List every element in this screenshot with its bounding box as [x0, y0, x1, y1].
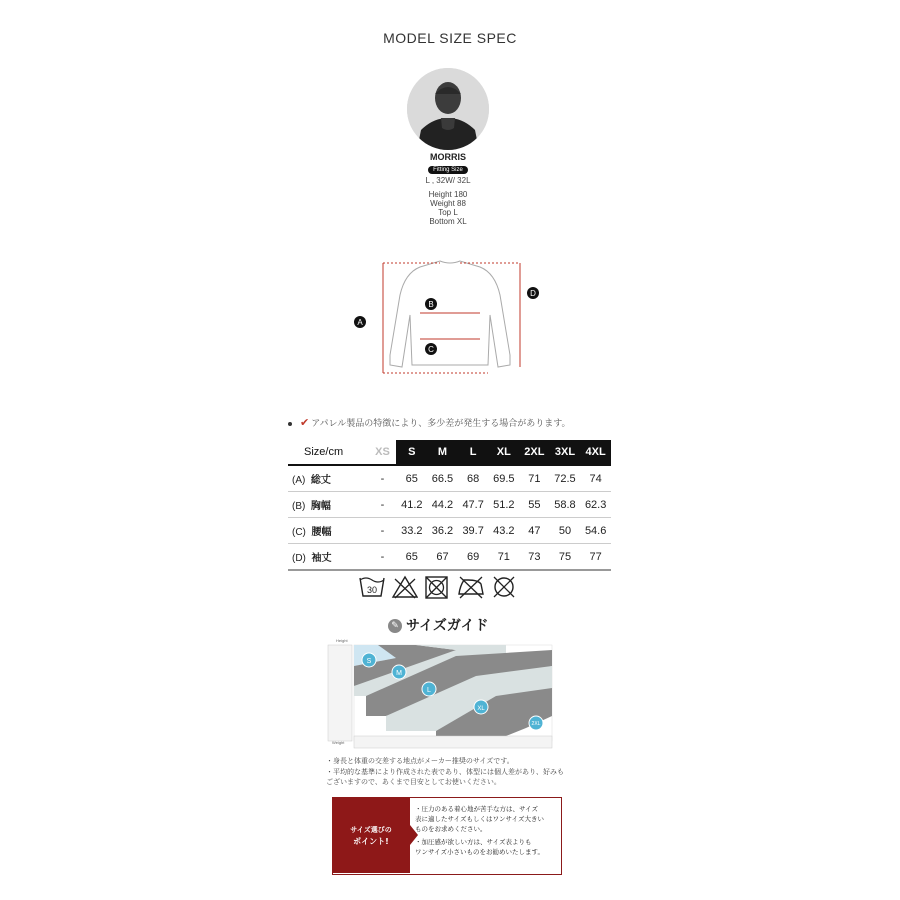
label-c: C: [428, 345, 434, 354]
row-label: (A) 総丈: [288, 465, 369, 492]
label-c-marker: [425, 343, 437, 355]
table-cell: 65: [396, 465, 427, 492]
row-label: (D) 袖丈: [288, 544, 369, 571]
row-label: (C) 腰幅: [288, 518, 369, 544]
notice-text: アパレル製品の特徴により、多少差が発生する場合があります。: [311, 419, 571, 429]
label-d: D: [530, 289, 536, 298]
table-cell: 66.5: [427, 465, 458, 492]
label-b: B: [428, 300, 434, 309]
table-cell: 33.2: [396, 518, 427, 544]
care-icons: [358, 574, 518, 600]
table-cell: 54.6: [580, 518, 611, 544]
size-col-s: S: [396, 440, 427, 465]
table-cell: 51.2: [488, 492, 519, 518]
table-cell: -: [369, 544, 397, 571]
label-b-marker: [425, 298, 437, 310]
table-cell: 77: [580, 544, 611, 571]
garment-measure-diagram: [350, 255, 550, 380]
table-cell: 44.2: [427, 492, 458, 518]
table-cell: 65: [396, 544, 427, 571]
fitting-size-value: L , 32W/ 32L: [425, 176, 471, 185]
model-avatar: [407, 68, 489, 150]
model-top-size: Top L: [438, 208, 458, 217]
variance-notice: [288, 416, 571, 429]
table-cell: 68: [458, 465, 489, 492]
table-cell: 62.3: [580, 492, 611, 518]
size-col-4xl: 4XL: [580, 440, 611, 465]
guide-marker-s: [362, 653, 376, 667]
size-header-row: [288, 440, 611, 465]
table-cell: -: [369, 465, 397, 492]
point-line: ワンサイズ小さいものをお勧めいたします。: [415, 848, 544, 856]
table-cell: 55: [519, 492, 549, 518]
no-iron-icon: [456, 574, 486, 600]
point-line: ものをお求めください。: [415, 825, 487, 833]
table-cell: 58.8: [550, 492, 581, 518]
weight-header: Weight: [332, 740, 345, 745]
bullet-dot: [288, 422, 292, 426]
table-cell: 69: [458, 544, 489, 571]
size-col-2xl: 2XL: [519, 440, 549, 465]
point-line: 表に適したサイズもしくはワンサイズ大きい: [415, 815, 544, 823]
label-a-marker: [354, 316, 366, 328]
size-col-xs: XS: [369, 440, 397, 465]
model-name: MORRIS: [430, 152, 466, 162]
guide-marker-2xl: [529, 716, 543, 730]
row-label: (B) 胸幅: [288, 492, 369, 518]
table-cell: 43.2: [488, 518, 519, 544]
point-text: [415, 804, 557, 857]
size-table: [288, 440, 611, 571]
size-guide-chart: [326, 636, 554, 750]
footnote-1: ・身長と体重の交差する地点がメーカー推奨のサイズです。: [326, 757, 514, 765]
size-col-l: L: [458, 440, 489, 465]
table-cell: 39.7: [458, 518, 489, 544]
table-cell: 47: [519, 518, 549, 544]
table-row: [288, 518, 611, 544]
size-col-3xl: 3XL: [550, 440, 581, 465]
guide-marker-l: [422, 682, 436, 696]
table-row: [288, 465, 611, 492]
pencil-icon: ✎: [388, 619, 402, 633]
wash-30-icon: [358, 574, 386, 600]
fitting-size-badge: Fitting Size: [428, 166, 468, 174]
point-label-line1: サイズ選びの: [350, 826, 392, 834]
point-label-line2: ポイント!: [353, 837, 389, 846]
table-cell: 36.2: [427, 518, 458, 544]
table-cell: 69.5: [488, 465, 519, 492]
no-dry-clean-icon: [490, 574, 518, 600]
size-point-label-block: [332, 797, 410, 873]
svg-text:S: S: [366, 658, 372, 665]
no-bleach-icon: [391, 574, 419, 600]
table-cell: -: [369, 492, 397, 518]
shirt-outline: [390, 261, 510, 367]
model-height: Height 180: [428, 190, 468, 199]
point-label: [332, 825, 410, 847]
svg-text:L: L: [427, 687, 431, 694]
table-row: [288, 492, 611, 518]
table-cell: -: [369, 518, 397, 544]
table-cell: 71: [488, 544, 519, 571]
height-header: Height: [336, 638, 348, 643]
svg-text:M: M: [396, 670, 402, 677]
no-tumble-dry-icon: [423, 574, 451, 600]
footnote-3: ございますので、あくまで目安としてお使いください。: [326, 778, 501, 786]
guide-marker-xl: [474, 700, 488, 714]
size-col-xl: XL: [488, 440, 519, 465]
check-icon: ✔: [300, 416, 310, 429]
model-weight: Weight 88: [430, 199, 466, 208]
guide-marker-m: [392, 665, 406, 679]
size-guide-title: サイズガイド: [406, 618, 489, 634]
table-cell: 50: [550, 518, 581, 544]
table-cell: 74: [580, 465, 611, 492]
footnote-2: ・平均的な基準により作成された表であり、体型には個人差があり、好みも: [326, 768, 564, 776]
table-cell: 67: [427, 544, 458, 571]
point-line: ・圧力のある着心地が苦手な方は、サイズ: [415, 805, 538, 813]
table-row: [288, 544, 611, 571]
svg-text:XL: XL: [477, 706, 485, 712]
table-cell: 41.2: [396, 492, 427, 518]
table-cell: 71: [519, 465, 549, 492]
model-bottom-size: Bottom XL: [429, 217, 467, 226]
table-cell: 73: [519, 544, 549, 571]
label-d-marker: [527, 287, 539, 299]
svg-text:30: 30: [366, 585, 378, 595]
size-guide-heading: [388, 615, 488, 635]
page-title: MODEL SIZE SPEC: [383, 30, 517, 46]
label-a: A: [357, 318, 363, 327]
size-header-label: Size/cm: [288, 440, 369, 465]
table-cell: 47.7: [458, 492, 489, 518]
svg-text:2XL: 2XL: [531, 721, 541, 727]
table-cell: 72.5: [550, 465, 581, 492]
size-col-m: M: [427, 440, 458, 465]
table-cell: 75: [550, 544, 581, 571]
point-line: ・加圧感が欲しい方は、サイズ表よりも: [415, 838, 532, 846]
